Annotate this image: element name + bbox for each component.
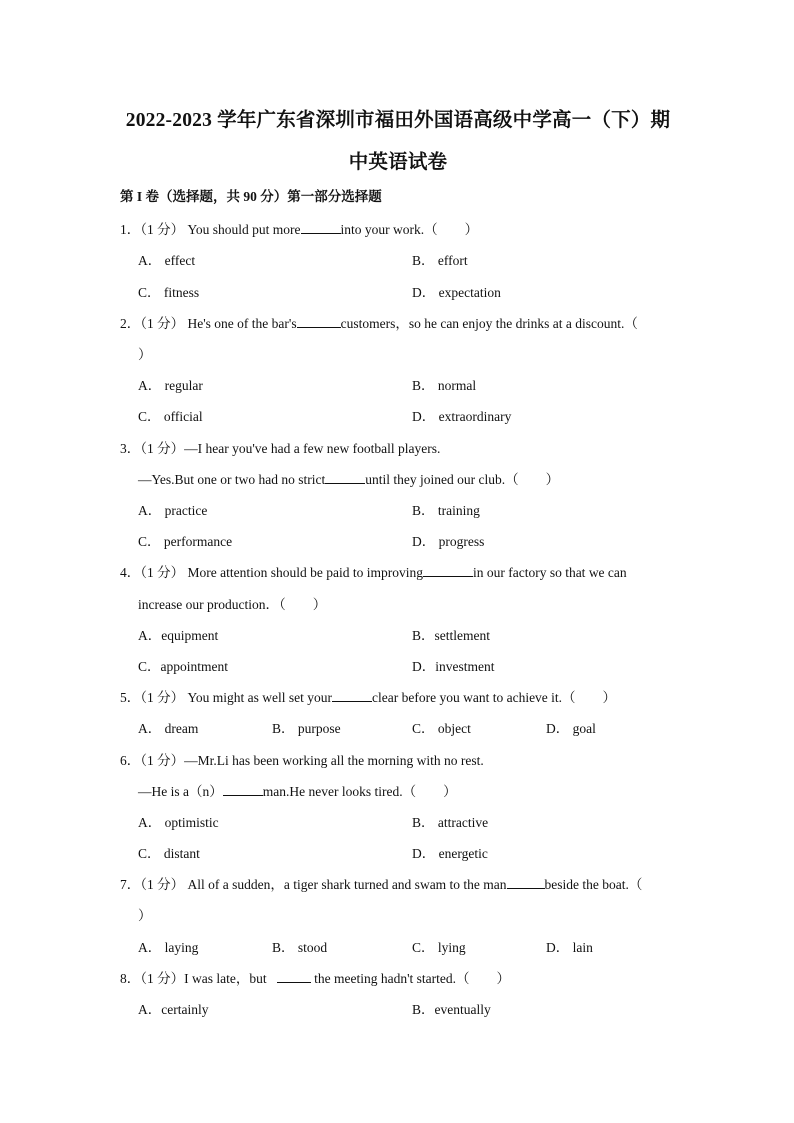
question-4-continuation: increase our production．（ ）	[138, 597, 327, 612]
question-text-post: in our factory so that we can	[472, 565, 627, 580]
question-text-pre: You should put more	[187, 222, 301, 237]
option-b[interactable]: B． attractive	[412, 815, 489, 830]
question-text-pre: More attention should be paid to improving	[187, 565, 423, 580]
option-b[interactable]: B．settlement	[412, 628, 490, 643]
question-number: 2．（1 分）	[120, 316, 185, 331]
question-text-post: beside the boat.（	[544, 877, 643, 892]
section-heading: 第 I 卷（选择题，共 90 分）第一部分选择题	[120, 189, 382, 204]
option-d[interactable]: D． extraordinary	[412, 409, 512, 424]
question-8	[120, 967, 510, 987]
answer-blank	[423, 564, 473, 577]
option-a[interactable]: A． effect	[138, 253, 196, 268]
question-text-pre: I was late，but	[184, 971, 267, 986]
question-5	[120, 686, 616, 706]
answer-blank	[507, 876, 545, 889]
answer-blank	[223, 783, 263, 796]
question-text-post: clear before you want to achieve it.（ ）	[372, 690, 617, 705]
answer-blank	[277, 970, 311, 983]
question-text-post: until they joined our club.（ ）	[365, 472, 560, 487]
question-text-pre: He's one of the bar's	[187, 316, 297, 331]
option-b[interactable]: B． training	[412, 503, 480, 518]
option-d[interactable]: D． expectation	[412, 285, 501, 300]
option-d[interactable]: D． goal	[546, 721, 596, 736]
option-c[interactable]: C． performance	[138, 534, 233, 549]
question-6	[120, 749, 484, 769]
question-text-post: into your work.（ ）	[340, 222, 479, 237]
option-b[interactable]: B． purpose	[272, 721, 341, 736]
option-a[interactable]: A． dream	[138, 721, 199, 736]
option-c[interactable]: C． official	[138, 409, 203, 424]
question-text-post: the meeting hadn't started.（ ）	[314, 971, 510, 986]
option-c[interactable]: C． lying	[412, 940, 466, 955]
question-text-pre: You might as well set your	[187, 690, 333, 705]
question-number: 5．（1 分）	[120, 690, 185, 705]
option-d[interactable]: D． lain	[546, 940, 593, 955]
question-number: 7．（1 分）	[120, 877, 185, 892]
option-a[interactable]: A． regular	[138, 378, 203, 393]
question-1	[120, 218, 478, 238]
question-2	[120, 312, 638, 332]
question-text-post: man.He never looks tired.（ ）	[262, 784, 457, 799]
option-b[interactable]: B． effort	[412, 253, 468, 268]
question-number: 8．（1 分）	[120, 971, 185, 986]
option-a[interactable]: A． practice	[138, 503, 208, 518]
question-number: 4．（1 分）	[120, 565, 185, 580]
exam-title-line2: 中英语试卷	[348, 152, 448, 173]
option-d[interactable]: D．investment	[412, 659, 495, 674]
question-dialogue-line1: —I hear you've had a few new football players.	[184, 441, 441, 456]
question-4	[120, 561, 627, 581]
option-d[interactable]: D． progress	[412, 534, 485, 549]
question-2-continuation: ）	[138, 347, 152, 362]
option-c[interactable]: C． distant	[138, 846, 200, 861]
option-b[interactable]: B． stood	[272, 940, 328, 955]
question-7-continuation: ）	[138, 908, 152, 923]
option-a[interactable]: A．certainly	[138, 1002, 209, 1017]
option-a[interactable]: A． optimistic	[138, 815, 219, 830]
option-c[interactable]: C． fitness	[138, 285, 200, 300]
answer-blank	[332, 689, 372, 702]
option-c[interactable]: C．appointment	[138, 659, 228, 674]
option-a[interactable]: A．equipment	[138, 628, 219, 643]
question-text-pre: —Yes.But one or two had no strict	[138, 472, 326, 487]
answer-blank	[297, 315, 341, 328]
question-number: 3．（1 分）	[120, 441, 185, 456]
question-text-post: customers，so he can enjoy the drinks at a discount.（	[340, 316, 638, 331]
question-dialogue-line1: —Mr.Li has been working all the morning with no rest.	[184, 753, 484, 768]
question-7	[120, 873, 642, 893]
answer-blank	[301, 221, 341, 234]
question-number: 1．（1 分）	[120, 222, 185, 237]
question-3	[120, 437, 440, 457]
question-3-line2	[138, 468, 559, 488]
option-d[interactable]: D． energetic	[412, 846, 488, 861]
option-a[interactable]: A． laying	[138, 940, 199, 955]
question-6-line2	[138, 780, 457, 800]
question-text-pre: —He is a（n）	[138, 784, 223, 799]
exam-title-line1: 2022-2023 学年广东省深圳市福田外国语高级中学高一（下）期	[125, 110, 671, 131]
question-number: 6．（1 分）	[120, 753, 185, 768]
option-b[interactable]: B． normal	[412, 378, 477, 393]
question-text-pre: All of a sudden，a tiger shark turned and swam to the man	[187, 877, 507, 892]
answer-blank	[325, 471, 365, 484]
option-c[interactable]: C． object	[412, 721, 471, 736]
option-b[interactable]: B．eventually	[412, 1002, 491, 1017]
